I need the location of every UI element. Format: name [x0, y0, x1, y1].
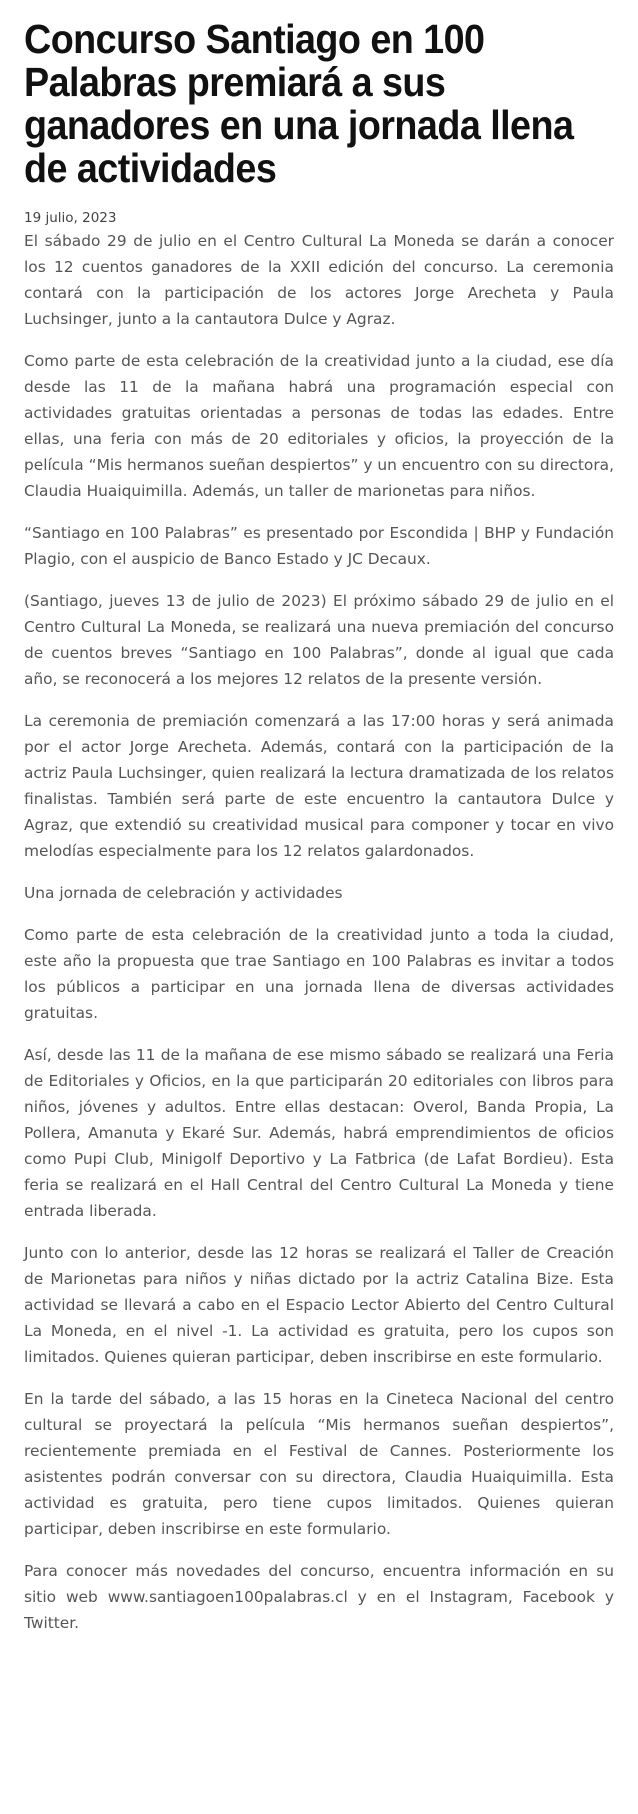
article-paragraph-summary: El sábado 29 de julio en el Centro Cultural La Moneda se darán a conocer los 12 cuentos ganadores de la XXII edición del concurso. La ceremonia contará con la participación de los actores Jorge Arecheta y Paula Luchsinger, junto a la cantautora Dulce y Agraz. — [24, 232, 614, 328]
article-paragraph-activities-summary: Como parte de esta celebración de la creatividad junto a la ciudad, ese día desde las 11 de la mañana habrá una programación especial con actividades gratuitas orientadas a personas de todas las edades. Entre ellas, una feria con más de 20 editoriales y oficios, la proyección de la película “Mis hermanos sueñan despiertos” y un encuentro con su directora, Claudia Huaiquimilla. Además, un taller de marionetas para niños. — [24, 352, 614, 500]
article-paragraph-film: En la tarde del sábado, a las 15 horas en la Cineteca Nacional del centro cultural se proyectará la película “Mis hermanos sueñan despiertos”, recientemente premiada en el Festival de Cannes. Posteriormente los asistentes podrán conversar con su directora, Claudia Huaiquimilla. Esta actividad es gratuita, pero tiene cupos limitados. Quienes quieran participar, deben inscribirse en este formulario. — [24, 1390, 614, 1538]
article-paragraph-ceremony: La ceremonia de premiación comenzará a las 17:00 horas y será animada por el actor Jorge Arecheta. Además, contará con la participación de la actriz Paula Luchsinger, quien realizará la lectura dramatizada de los relatos finalistas. También será parte de este encuentro la cantautora Dulce y Agraz, que extendió su creatividad musical para componer y tocar en vivo melodías especialmente para los 12 relatos galardonados. — [24, 712, 614, 860]
article-title: Concurso Santiago en 100 Palabras premiará a sus ganadores en una jornada llena de actividades — [24, 16, 574, 191]
article-paragraph-sponsors: “Santiago en 100 Palabras” es presentado por Escondida | BHP y Fundación Plagio, con el auspicio de Banco Estado y JC Decaux. — [24, 524, 614, 568]
publish-date: 19 julio, 2023 — [24, 210, 117, 226]
article-paragraph-celebration: Como parte de esta celebración de la creatividad junto a toda la ciudad, este año la propuesta que trae Santiago en 100 Palabras es invitar a todos los públicos a participar en una jornada llena de diversas actividades gratuitas. — [24, 926, 614, 1022]
article-subheading: Una jornada de celebración y actividades — [24, 884, 343, 902]
article-paragraph-fair: Así, desde las 11 de la mañana de ese mismo sábado se realizará una Feria de Editoriales y Oficios, en la que participarán 20 editoriales con libros para niños, jóvenes y adultos. Entre ellas destacan: Overol, Banda Propia, La Pollera, Amanuta y Ekaré Sur. Además, habrá emprendimientos de oficios como Pupi Club, Minigolf Deportivo y La Fatbrica (de Lafat Bordieu). Esta feria se realizará en el Hall Central del Centro Cultural La Moneda y tiene entrada liberada. — [24, 1046, 614, 1220]
news-article — [24, 18, 614, 1652]
article-paragraph-intro: (Santiago, jueves 13 de julio de 2023) El próximo sábado 29 de julio en el Centro Cultural La Moneda, se realizará una nueva premiación del concurso de cuentos breves “Santiago en 100 Palabras”, donde al igual que cada año, se reconocerá a los mejores 12 relatos de la presente versión. — [24, 592, 614, 688]
article-paragraph-more-info: Para conocer más novedades del concurso, encuentra información en su sitio web www.santiagoen100palabras.cl y en el Instagram, Facebook y Twitter. — [24, 1562, 614, 1632]
article-body — [24, 228, 614, 1636]
article-paragraph-workshop: Junto con lo anterior, desde las 12 horas se realizará el Taller de Creación de Marionetas para niños y niñas dictado por la actriz Catalina Bize. Esta actividad se llevará a cabo en el Espacio Lector Abierto del Centro Cultural La Moneda, en el nivel -1. La actividad es gratuita, pero los cupos son limitados. Quienes quieran participar, deben inscribirse en este formulario. — [24, 1244, 614, 1366]
